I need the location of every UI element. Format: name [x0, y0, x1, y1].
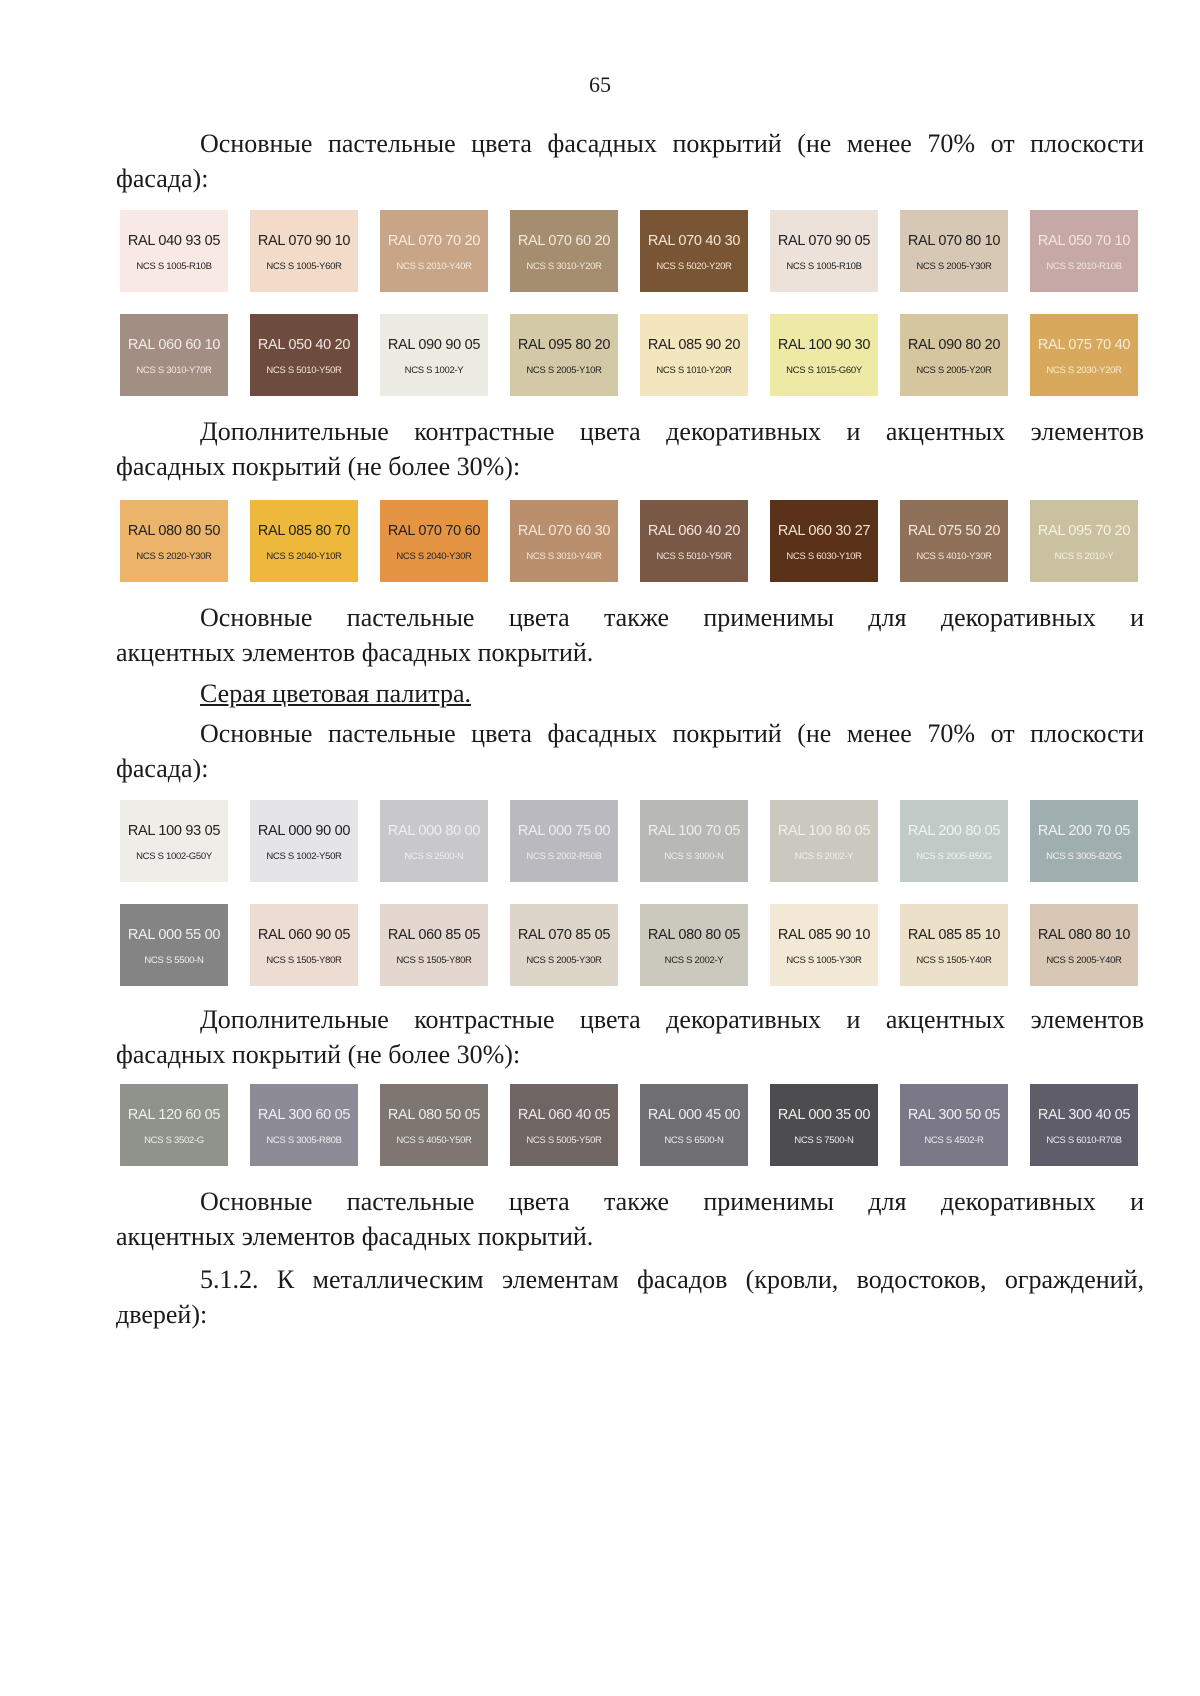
color-swatch [510, 800, 618, 882]
swatch-ncs-code: NCS S 3010-Y20R [526, 261, 602, 272]
swatch-ral-code: RAL 300 40 05 [1037, 1107, 1131, 1123]
color-swatch [120, 800, 228, 882]
swatch-ral-code: RAL 060 90 05 [257, 927, 351, 943]
swatch-ncs-code: NCS S 2040-Y30R [396, 551, 472, 562]
swatch-ral-code: RAL 200 70 05 [1037, 823, 1131, 839]
color-swatch [900, 904, 1008, 986]
color-swatch [510, 1084, 618, 1166]
swatch-ral-code: RAL 070 60 30 [517, 523, 611, 539]
swatch-ral-code: RAL 000 55 00 [127, 927, 221, 943]
swatch-ncs-code: NCS S 2500-N [404, 851, 464, 862]
swatch-ncs-code: NCS S 2005-Y20R [916, 365, 992, 376]
swatch-ncs-code: NCS S 1005-R10B [136, 261, 212, 272]
swatch-ral-code: RAL 085 90 20 [647, 337, 741, 353]
swatch-ral-code: RAL 080 80 05 [647, 927, 741, 943]
swatch-ral-code: RAL 050 40 20 [257, 337, 351, 353]
swatch-ral-code: RAL 300 50 05 [907, 1107, 1001, 1123]
swatch-ncs-code: NCS S 1505-Y80R [266, 955, 342, 966]
swatch-ncs-code: NCS S 2030-Y20R [1046, 365, 1122, 376]
swatch-ral-code: RAL 300 60 05 [257, 1107, 351, 1123]
paragraph-line: фасада): [116, 754, 209, 783]
swatch-ncs-code: NCS S 3010-Y40R [526, 551, 602, 562]
swatch-ncs-code: NCS S 5020-Y20R [656, 261, 732, 272]
color-swatch [640, 1084, 748, 1166]
color-swatch [1030, 500, 1138, 582]
swatch-ncs-code: NCS S 5500-N [144, 955, 204, 966]
swatch-ncs-code: NCS S 6010-R70B [1046, 1135, 1122, 1146]
swatch-ncs-code: NCS S 3010-Y70R [136, 365, 212, 376]
swatch-ncs-code: NCS S 2002-R50B [526, 851, 602, 862]
swatch-ral-code: RAL 070 40 30 [647, 233, 741, 249]
swatch-row-gray-main-1 [120, 800, 1140, 882]
swatch-ral-code: RAL 100 70 05 [647, 823, 741, 839]
swatch-ral-code: RAL 000 75 00 [517, 823, 611, 839]
swatch-ral-code: RAL 100 90 30 [777, 337, 871, 353]
swatch-ncs-code: NCS S 2005-Y40R [1046, 955, 1122, 966]
swatch-ral-code: RAL 080 50 05 [387, 1107, 481, 1123]
color-swatch [640, 500, 748, 582]
paragraph-line: Дополнительные контрастные цвета декоративных и акцентных элементов [200, 1005, 1144, 1034]
swatch-ncs-code: NCS S 6030-Y10R [786, 551, 862, 562]
swatch-ral-code: RAL 000 35 00 [777, 1107, 871, 1123]
paragraph-pastel-applicable-warm [116, 600, 1144, 670]
color-swatch [250, 1084, 358, 1166]
swatch-ncs-code: NCS S 2002-Y [794, 851, 854, 862]
paragraph-line: Основные пастельные цвета также применимы для декоративных и [200, 603, 1144, 632]
swatch-row-warm-accent [120, 500, 1140, 582]
color-swatch [1030, 1084, 1138, 1166]
swatch-ral-code: RAL 070 60 20 [517, 233, 611, 249]
color-swatch [510, 314, 618, 396]
paragraph-line: Основные пастельные цвета также применимы для декоративных и [200, 1187, 1144, 1216]
color-swatch [1030, 314, 1138, 396]
swatch-ral-code: RAL 120 60 05 [127, 1107, 221, 1123]
paragraph-line: Дополнительные контрастные цвета декоративных и акцентных элементов [200, 417, 1144, 446]
color-swatch [120, 1084, 228, 1166]
color-swatch [120, 904, 228, 986]
color-swatch [250, 210, 358, 292]
swatch-ncs-code: NCS S 2010-R10B [1046, 261, 1122, 272]
paragraph-line: 5.1.2. К металлическим элементам фасадов (кровли, водостоков, ограждений, [200, 1265, 1144, 1294]
paragraph-accent-gray [116, 1002, 1144, 1072]
color-swatch [250, 500, 358, 582]
color-swatch [770, 314, 878, 396]
swatch-ral-code: RAL 060 85 05 [387, 927, 481, 943]
paragraph-line: акцентных элементов фасадных покрытий. [116, 638, 594, 667]
color-swatch [770, 1084, 878, 1166]
paragraph-pastel-applicable-gray [116, 1184, 1144, 1254]
color-swatch [900, 314, 1008, 396]
swatch-ncs-code: NCS S 2005-Y30R [916, 261, 992, 272]
paragraph-line: фасадных покрытий (не более 30%): [116, 452, 521, 481]
color-swatch [640, 904, 748, 986]
swatch-ral-code: RAL 085 85 10 [907, 927, 1001, 943]
color-swatch [380, 314, 488, 396]
color-swatch [250, 314, 358, 396]
swatch-ncs-code: NCS S 2010-Y [1054, 551, 1114, 562]
swatch-ral-code: RAL 100 80 05 [777, 823, 871, 839]
color-swatch [900, 210, 1008, 292]
swatch-ncs-code: NCS S 6500-N [664, 1135, 724, 1146]
swatch-ral-code: RAL 070 90 05 [777, 233, 871, 249]
swatch-ral-code: RAL 090 90 05 [387, 337, 481, 353]
color-swatch [510, 210, 618, 292]
swatch-ral-code: RAL 095 80 20 [517, 337, 611, 353]
swatch-ncs-code: NCS S 4050-Y50R [396, 1135, 472, 1146]
color-swatch [250, 800, 358, 882]
swatch-ral-code: RAL 060 30 27 [777, 523, 871, 539]
swatch-ncs-code: NCS S 4010-Y30R [916, 551, 992, 562]
color-swatch [380, 800, 488, 882]
page-number: 65 [589, 72, 611, 97]
swatch-ncs-code: NCS S 2005-Y30R [526, 955, 602, 966]
swatch-ncs-code: NCS S 3502-G [144, 1135, 204, 1146]
paragraph-line: фасада): [116, 164, 209, 193]
color-swatch [640, 800, 748, 882]
color-swatch [900, 1084, 1008, 1166]
color-swatch [510, 904, 618, 986]
swatch-row-gray-accent [120, 1084, 1140, 1166]
color-swatch [120, 314, 228, 396]
color-swatch [1030, 210, 1138, 292]
swatch-ncs-code: NCS S 3005-R80B [266, 1135, 342, 1146]
paragraph-line: фасадных покрытий (не более 30%): [116, 1040, 521, 1069]
color-swatch [380, 500, 488, 582]
color-swatch [900, 800, 1008, 882]
swatch-ral-code: RAL 060 60 10 [127, 337, 221, 353]
swatch-ncs-code: NCS S 1505-Y40R [916, 955, 992, 966]
swatch-ncs-code: NCS S 2005-B50G [916, 851, 992, 862]
swatch-ral-code: RAL 060 40 20 [647, 523, 741, 539]
color-swatch [1030, 904, 1138, 986]
swatch-ncs-code: NCS S 2010-Y40R [396, 261, 472, 272]
swatch-ncs-code: NCS S 3005-B20G [1046, 851, 1122, 862]
color-swatch [770, 500, 878, 582]
swatch-ncs-code: NCS S 1015-G60Y [786, 365, 862, 376]
swatch-ral-code: RAL 085 80 70 [257, 523, 351, 539]
paragraph-metal-elements [116, 1262, 1144, 1332]
swatch-ncs-code: NCS S 2002-Y [664, 955, 724, 966]
color-swatch [1030, 800, 1138, 882]
color-swatch [250, 904, 358, 986]
color-swatch [380, 1084, 488, 1166]
color-swatch [120, 500, 228, 582]
color-swatch [770, 210, 878, 292]
swatch-ncs-code: NCS S 1005-Y30R [786, 955, 862, 966]
color-swatch [770, 904, 878, 986]
swatch-ral-code: RAL 080 80 50 [127, 523, 221, 539]
color-swatch [640, 210, 748, 292]
swatch-ral-code: RAL 070 70 20 [387, 233, 481, 249]
swatch-ral-code: RAL 070 85 05 [517, 927, 611, 943]
swatch-ral-code: RAL 000 90 00 [257, 823, 351, 839]
swatch-row-gray-main-2 [120, 904, 1140, 986]
color-swatch [640, 314, 748, 396]
swatch-ncs-code: NCS S 3000-N [664, 851, 724, 862]
color-swatch [770, 800, 878, 882]
color-swatch [120, 210, 228, 292]
swatch-ncs-code: NCS S 7500-N [794, 1135, 854, 1146]
swatch-ral-code: RAL 200 80 05 [907, 823, 1001, 839]
paragraph-line: Основные пастельные цвета фасадных покрытий (не менее 70% от плоскости [200, 719, 1144, 748]
swatch-ral-code: RAL 000 80 00 [387, 823, 481, 839]
swatch-ral-code: RAL 100 93 05 [127, 823, 221, 839]
swatch-ncs-code: NCS S 1002-Y50R [266, 851, 342, 862]
paragraph-line: Основные пастельные цвета фасадных покрытий (не менее 70% от плоскости [200, 129, 1144, 158]
color-swatch [380, 210, 488, 292]
swatch-ral-code: RAL 080 80 10 [1037, 927, 1131, 943]
swatch-ncs-code: NCS S 1505-Y80R [396, 955, 472, 966]
color-swatch [510, 500, 618, 582]
swatch-ncs-code: NCS S 2020-Y30R [136, 551, 212, 562]
swatch-ncs-code: NCS S 1005-Y60R [266, 261, 342, 272]
swatch-ral-code: RAL 075 70 40 [1037, 337, 1131, 353]
heading-gray-palette: Серая цветовая палитра. [200, 679, 472, 708]
swatch-ral-code: RAL 095 70 20 [1037, 523, 1131, 539]
swatch-ncs-code: NCS S 5010-Y50R [656, 551, 732, 562]
color-swatch [380, 904, 488, 986]
swatch-ral-code: RAL 060 40 05 [517, 1107, 611, 1123]
swatch-row-warm-main-2 [120, 314, 1140, 396]
swatch-ncs-code: NCS S 2005-Y10R [526, 365, 602, 376]
swatch-ral-code: RAL 070 90 10 [257, 233, 351, 249]
swatch-ral-code: RAL 050 70 10 [1037, 233, 1131, 249]
color-swatch [900, 500, 1008, 582]
swatch-ral-code: RAL 075 50 20 [907, 523, 1001, 539]
swatch-ncs-code: NCS S 1002-G50Y [136, 851, 212, 862]
swatch-ncs-code: NCS S 1005-R10B [786, 261, 862, 272]
swatch-ncs-code: NCS S 2040-Y10R [266, 551, 342, 562]
swatch-ral-code: RAL 070 80 10 [907, 233, 1001, 249]
swatch-ral-code: RAL 085 90 10 [777, 927, 871, 943]
paragraph-line: дверей): [116, 1300, 208, 1329]
swatch-ncs-code: NCS S 5010-Y50R [266, 365, 342, 376]
swatch-ncs-code: NCS S 4502-R [924, 1135, 984, 1146]
swatch-ral-code: RAL 070 70 60 [387, 523, 481, 539]
paragraph-line: акцентных элементов фасадных покрытий. [116, 1222, 594, 1251]
swatch-ral-code: RAL 090 80 20 [907, 337, 1001, 353]
swatch-ncs-code: NCS S 1010-Y20R [656, 365, 732, 376]
swatch-ral-code: RAL 040 93 05 [127, 233, 221, 249]
paragraph-accent-warm [116, 414, 1144, 484]
swatch-ncs-code: NCS S 1002-Y [404, 365, 464, 376]
swatch-ncs-code: NCS S 5005-Y50R [526, 1135, 602, 1146]
paragraph-main-pastel-warm [116, 126, 1144, 196]
paragraph-main-pastel-gray [116, 716, 1144, 786]
swatch-ral-code: RAL 000 45 00 [647, 1107, 741, 1123]
swatch-row-warm-main-1 [120, 210, 1140, 292]
